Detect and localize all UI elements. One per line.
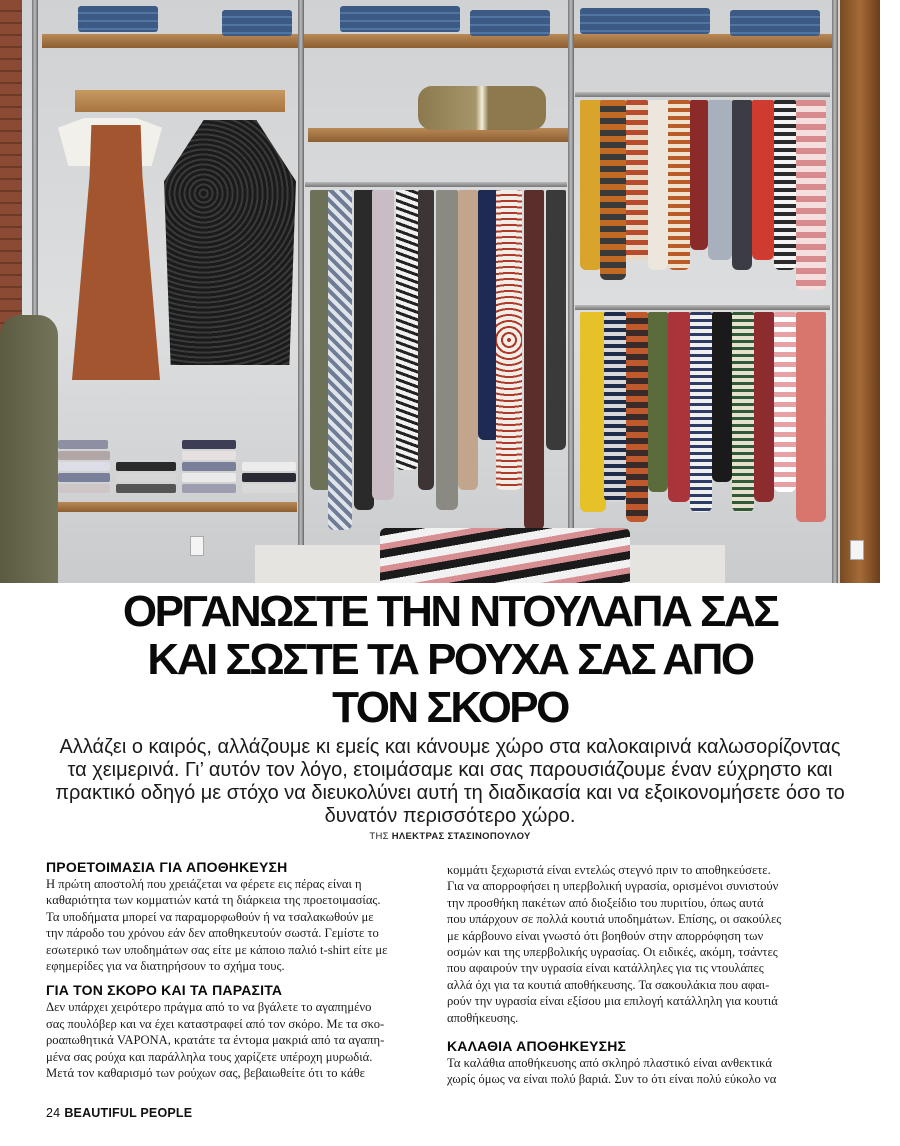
folded-jeans [222,10,292,36]
body-line: που υπάρχουν σε πολλά κουτιά υποδημάτων. Επίσης, οι σακούλες [447,912,782,927]
lower-right-rack-clothes [580,312,830,522]
folded-jeans [470,10,550,36]
body-line: ρούν την υγρασία είναι εξίσου μια επιλογή κατάλληλη για κουτιά [447,994,778,1009]
section-heading-moths: ΓΙΑ ΤΟΝ ΣΚΟΡΟ ΚΑΙ ΤΑ ΠΑΡΑΣΙΤΑ [46,982,283,999]
upper-right-rack-clothes [580,100,830,290]
body-line: Μετά τον καθαρισμό των ρούχων σας, βεβαιωθείτε ότι το κάθε [46,1066,365,1081]
body-line: σας πουλόβερ και να έχει καταστραφεί από τον σκόρο. Με τα σκο- [46,1016,385,1031]
article-headline [20,588,880,732]
headline-line: ΚΑΙ ΣΩΣΤΕ ΤΑ ΡΟΥΧΑ ΣΑΣ ΑΠΟ [147,635,753,684]
hanging-rail [305,182,567,187]
middle-rack-clothes [310,190,568,530]
pipe [298,0,304,560]
hero-photo-clothing-racks [0,0,880,583]
hanging-rail [575,92,830,97]
folded-striped-sweater [380,528,630,583]
body-line: καθαριότητα των κομματιών κατά τη διάρκεια της προετοιμασίας. [46,893,381,908]
body-line: εφημερίδες για να διατηρήσουν το σχήμα τους. [46,959,285,974]
body-line: με κάρβουνο είναι γνωστό ότι βοηθούν στην απορρόφηση των [447,928,764,943]
pipe [832,0,838,583]
section-heading-preparation: ΠΡΟΕΤΟΙΜΑΣΙΑ ΓΙΑ ΑΠΟΘΗΚΕΥΣΗ [46,859,288,875]
body-line: μένα σας ρούχα και παράλληλα τους χαρίζετε υπέροχη μυρωδιά. [46,1049,373,1064]
magazine-name: BEAUTIFUL PEOPLE [64,1106,193,1120]
black-floral-dress [164,120,296,365]
byline-prefix: ΤΗΣ [369,831,389,842]
folded-sweaters [58,440,298,502]
folded-jeans [580,8,710,34]
lead-line: Αλλάζει ο καιρός, αλλάζουμε κι εμείς και κάνουμε χώρο στα καλοκαιρινά καλωσορίζοντας [59,736,841,758]
folded-jeans [340,6,460,32]
section-body-continued [447,862,832,1026]
body-line: την προσθήκη πακέτων από διοξείδιο του πυριτίου, όπως αυτά [447,895,764,910]
body-line: Δεν υπάρχει χειρότερο πράγμα από το να βγάλετε το αγαπημένο [46,1000,372,1015]
body-line: αλλά όχι για τα κουτιά αποθήκευσης. Τα σακουλάκια που αφαι- [447,977,770,992]
body-line: αποθήκευσης. [447,1010,519,1025]
hook-bar [75,90,285,112]
body-line: την πάροδο του χρόνου εάν δεν αποθηκευτούν σωστά. Γεμίστε το [46,926,379,941]
bottom-left-shelf [55,502,297,512]
page-number: 24 [46,1106,61,1120]
wall-outlet [190,536,204,556]
section-body-storage-baskets [447,1055,832,1088]
body-line: ροαπωθητικά VAPONA, κρατάτε τα έντομα μακριά από τα αγαπη- [46,1033,385,1048]
folded-jeans [730,10,820,36]
pipe [568,0,574,560]
lead-line: πρακτικό οδηγό με στόχο να διευκολύνει αυτή τη διαδικασία και να εξοικονομήσετε όσο το [55,782,845,804]
right-column [447,862,832,1088]
article-lead [40,736,860,828]
section-heading-storage-baskets: ΚΑΛΑΘΙΑ ΑΠΟΘΗΚΕΥΣΗΣ [447,1038,627,1055]
duffel-bag [418,86,546,130]
author-name: ΗΛΕΚΤΡΑΣ ΣΤΑΣΙΝΟΠΟΥΛΟΥ [391,831,531,842]
page-footer [46,1106,192,1120]
lead-line: δυνατόν περισσότερο χώρο. [324,805,576,827]
body-line: κομμάτι ξεχωριστά είναι εντελώς στεγνό πριν το αποθηκεύσετε. [447,863,771,877]
top-shelf [42,34,832,48]
body-line: Τα καλάθια αποθήκευσης από σκληρό πλαστικό είναι ανθεκτικά [447,1056,772,1071]
body-line: οσμών και της υπερβολικής υγρασίας. Οι ειδικές, ακόμη, τσάντες [447,945,778,960]
byline [0,831,900,842]
body-line: Τα υποδήματα μπορεί να παραμορφωθούν ή να τσαλακωθούν με [46,909,374,924]
body-line: Για να απορροφήσει η υπερβολική υγρασία, ορισμένοι συνιστούν [447,879,779,894]
hanging-rail [575,305,830,310]
body-line: που αφαιρούν την υγρασία είναι κατάλληλες για τις ντουλάπες [447,961,764,976]
body-line: Η πρώτη αποστολή που χρειάζεται να φέρετε εις πέρας είναι η [46,877,362,891]
wall-outlet [850,540,864,560]
folded-jeans [78,6,158,32]
body-line: χωρίς όμως να είναι πολύ βαριά. Συν το ότι είναι πολύ εύκολο να [447,1072,777,1087]
body-line: εσωτερικό των υποδημάτων σας είτε με κάποιο παλιό t-shirt είτε με [46,942,388,957]
section-body-moths [46,999,431,1081]
left-column [46,859,431,1081]
lead-line: τα χειμερινά. Γι’ αυτόν τον λόγο, ετοιμάσαμε και σας παρουσιάζουμε έναν εύχρηστο και [67,759,833,781]
middle-shelf [308,128,568,142]
wood-column [840,0,880,583]
headline-line: ΤΟΝ ΣΚΟΡΟ [332,683,568,732]
mannequin [0,315,58,583]
section-body-preparation [46,876,431,974]
headline-line: ΟΡΓΑΝΩΣΤΕ ΤΗΝ ΝΤΟΥΛΑΠΑ ΣΑΣ [122,587,778,636]
